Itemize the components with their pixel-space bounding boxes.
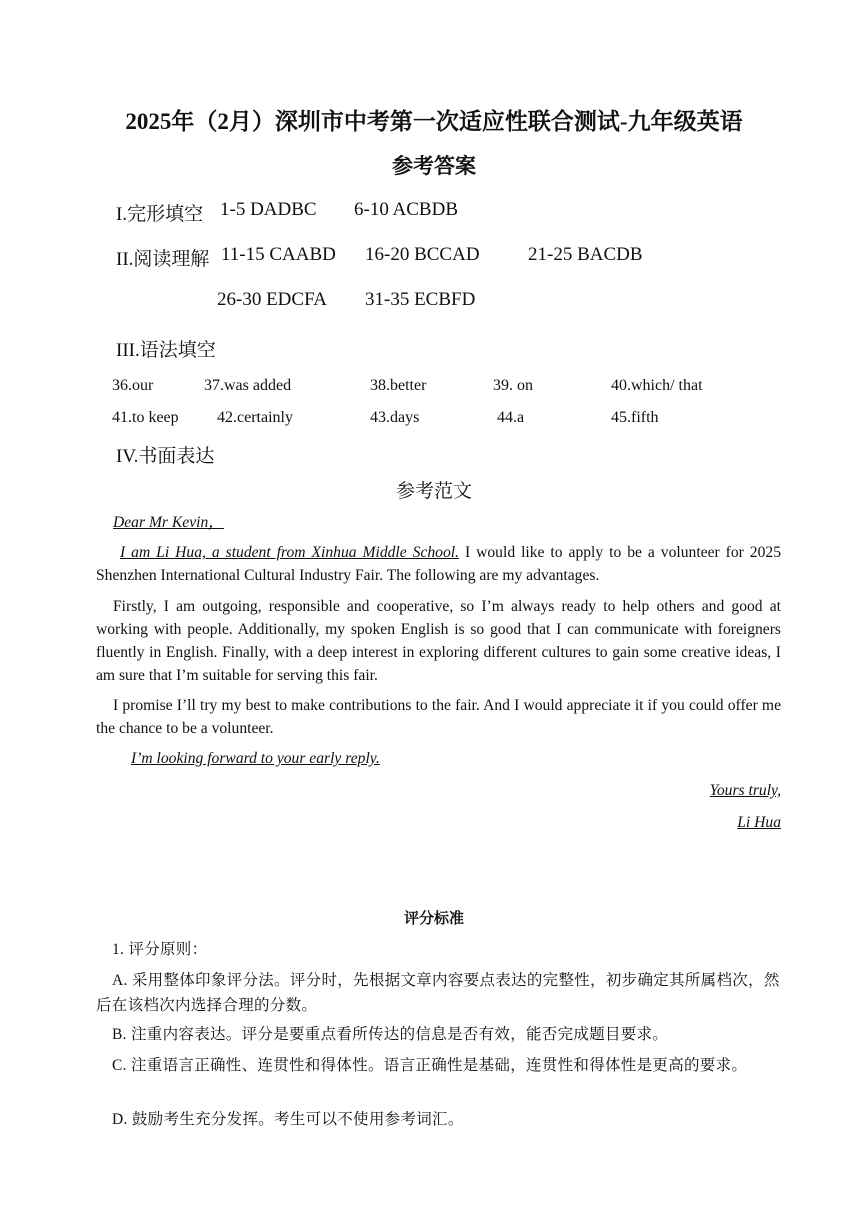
grammar-answer: 45.fifth: [611, 409, 659, 426]
essay-paragraph-3: I promise I’ll try my best to make contributions to the fair. And I would appreciate it if you could offer me the chance to be a volunteer.: [96, 697, 781, 737]
grammar-answer: 42.certainly: [217, 409, 293, 426]
page-title: 2025年（2月）深圳市中考第一次适应性联合测试-九年级英语: [125, 109, 743, 134]
section-2-label: II.阅读理解: [116, 249, 210, 270]
grammar-answer: 41.to keep: [112, 409, 179, 426]
answer-group: 21-25 BACDB: [528, 244, 643, 265]
essay-closing-line: I’m looking forward to your early reply.: [131, 750, 380, 767]
answer-group: 31-35 ECBFD: [365, 289, 476, 310]
essay-paragraph-2: Firstly, I am outgoing, responsible and cooperative, so I’m always ready to help others and good at working with people. Additionally, my spoken English is so good that I can communicate with foreigners fluently in English. Finally, with a deep interest in exploring different cultures to gain some creative ideas, I am sure that I’m suitable for serving this fair.: [96, 598, 781, 684]
section-4-label: IV.书面表达: [116, 446, 215, 467]
answer-group: 6-10 ACBDB: [354, 199, 458, 220]
grammar-answer: 39. on: [493, 377, 533, 394]
grammar-answer: 43.days: [370, 409, 420, 426]
grammar-answer: 36.our: [112, 377, 154, 394]
page-subtitle: 参考答案: [392, 154, 476, 178]
criteria-item-a: A. 采用整体印象评分法。评分时，先根据文章内容要点表达的完整性，初步确定其所属档次，然后在该档次内选择合理的分数。: [96, 972, 780, 1014]
grammar-answer: 44.a: [497, 409, 525, 426]
letter-closing: Yours truly,: [709, 782, 781, 799]
answer-group: 16-20 BCCAD: [365, 244, 480, 265]
criteria-item-c: C. 注重语言正确性、连贯性和得体性。语言正确性是基础，连贯性和得体性是更高的要求。: [112, 1057, 748, 1074]
criteria-title: 评分标准: [403, 911, 464, 927]
answer-group: 11-15 CAABD: [221, 244, 336, 265]
section-1-label: I.完形填空: [116, 204, 204, 225]
grammar-answer: 38.better: [370, 377, 427, 394]
criteria-item-b: B. 注重内容表达。评分是要重点看所传达的信息是否有效，能否完成题目要求。: [112, 1026, 669, 1043]
criteria-heading: 1. 评分原则：: [112, 941, 208, 958]
answer-group: 26-30 EDCFA: [217, 289, 327, 310]
grammar-answer: 40.which/ that: [611, 377, 703, 394]
grammar-answer: 37.was added: [204, 377, 292, 394]
answer-group: 1-5 DADBC: [220, 199, 317, 220]
section-3-label: III.语法填空: [116, 340, 216, 361]
letter-salutation: Dear Mr Kevin，: [113, 514, 224, 531]
essay-paragraph-1-rest: I would like to apply to be a volunteer for 2025 Shenzhen International Cultural Industry Fair. The following are my advantages.: [96, 544, 781, 584]
letter-signature: Li Hua: [737, 814, 781, 831]
criteria-item-d: D. 鼓励考生充分发挥。考生可以不使用参考词汇。: [112, 1111, 464, 1128]
sample-essay-title: 参考范文: [395, 481, 472, 502]
essay-opening-sentence: I am Li Hua, a student from Xinhua Middle School.: [120, 544, 459, 561]
essay-paragraph-1: [96, 541, 781, 587]
